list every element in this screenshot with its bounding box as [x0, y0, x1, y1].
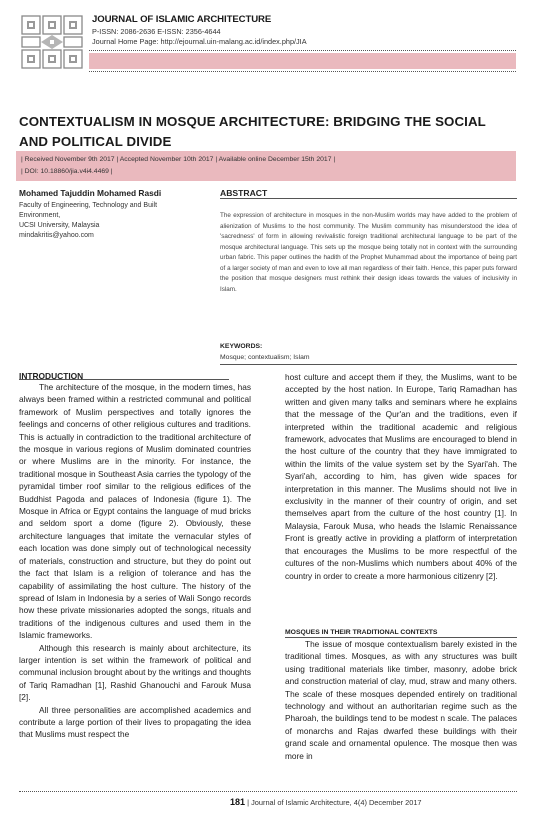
- left-column: [19, 381, 251, 741]
- issn-line: P-ISSN: 2086-2636 E-ISSN: 2356-4644: [92, 27, 221, 36]
- article-title-line-2: AND POLITICAL DIVIDE: [19, 134, 172, 149]
- footer-divider: [19, 791, 517, 792]
- affiliation-line: Environment,: [19, 212, 61, 219]
- right-column-bottom: [285, 638, 517, 762]
- body-paragraph: Although this research is mainly about architecture, its larger intention is set within the framework of political and communal inclusion brought about by the writings and thoughts of Tariq Ramadhan [1], Rashid Ghanouchi and Farouk Musa [2].: [19, 642, 251, 703]
- abstract-text: The expression of architecture in mosques in the non-Muslim worlds may have added to the problem of alienization of Muslims to the host community. The Muslim community has misunderstood the idea of 'sacredness' of form in allowing revivalistic foreign traditional architectural language to be part of the mosque architectural language. This sets up the mosque being totally not in context with the surrounding urban fabric. This paper outlines the hadith of the Prophet Muhammad about the importance of being part of a larger society of man and even to love all man regardless of their faith. Hence, this paper puts forward the position that mosque designers must rethink their design ideas towards the values of inclusivity in Islam.: [220, 212, 517, 293]
- header-divider: [89, 50, 516, 51]
- doi-link[interactable]: | DOI: 10.18860/jia.v4i4.4469 |: [21, 168, 113, 175]
- article-title: [19, 112, 519, 152]
- affiliation-line: Faculty of Engineering, Technology and Built: [19, 202, 158, 209]
- keywords-divider: [220, 364, 517, 365]
- author-name: Mohamed Tajuddin Mohamed Rasdi: [19, 188, 162, 198]
- keywords-text: Mosque; contextualism; Islam: [220, 354, 310, 361]
- journal-homepage[interactable]: Journal Home Page: http://ejournal.uin-malang.ac.id/index.php/JIA: [92, 37, 307, 46]
- journal-logo-icon: [19, 13, 85, 71]
- body-paragraph: host culture and accept them if they, the Muslims, want to be accepted by the host nation. In Europe, Tariq Ramadhan has written and given many talks and seminars where he explains that the message of the Qur'an and the traditions, even if interpreted within the traditional academic and religious framework, advocates that Muslims are encouraged to blend in the host culture of the country that they have immigrated to within the limits of the value system set by the Syari'ah. The Syari'ah, according to him, has given wide spaces for interpretation in this manner. The Muslims should not live in exclusivity in the manner of their country of origin, and set themselves apart from the culture of the host country [1]. In Malaysia, Farouk Musa, who heads the Islamic Renaissance Front is greatly active in providing a platform of interpretation that encourages the Muslims to be more respectful of the cultures of the non-Muslims which numbers about 40% of the country in order to create a more harmonious citizenry [2].: [285, 372, 517, 581]
- right-column-top: [285, 371, 517, 582]
- body-paragraph: The issue of mosque contextualism barely existed in the traditional times. Mosques, as with any structures was built using traditional materials like timber, masonry, adobe brick and construction material of clay, mud, straw and many others. The scale of these mosques depended entirely on traditional technology and without an authoritarian regime such as the Pharoah, the buildings tend to be modest n scale. The palaces of monarchs and Rajas dwarfed these buildings with their grand scale and ornamental opulence. The mosque then was more in: [285, 639, 517, 761]
- introduction-heading: INTRODUCTION: [19, 371, 84, 381]
- page-footer: [230, 797, 422, 807]
- abstract-heading: ABSTRACT: [220, 188, 268, 198]
- introduction-divider: [19, 379, 229, 380]
- body-paragraph: All three personalities are accomplished academics and contribute a large portion of their lives to propagating the idea that Muslims must respect the: [19, 704, 251, 740]
- header-band: [89, 53, 516, 69]
- publication-dates: | Received November 9th 2017 | Accepted November 10th 2017 | Available online December 15th 2017 |: [21, 156, 336, 163]
- author-email[interactable]: mindakritis@yahoo.com: [19, 232, 94, 239]
- article-title-line-1: CONTEXTUALISM IN MOSQUE ARCHITECTURE: BRIDGING THE SOCIAL: [19, 114, 486, 129]
- keywords-heading: KEYWORDS:: [220, 343, 263, 350]
- affiliation-line: UCSI University, Malaysia: [19, 222, 100, 229]
- author-affiliation: [19, 201, 209, 241]
- header-divider-bottom: [89, 71, 516, 72]
- footer-citation: | Journal of Islamic Architecture, 4(4) December 2017: [247, 798, 422, 807]
- body-paragraph: The architecture of the mosque, in the modern times, has always been framed within a restricted communal and political framework of Muslim perspectives and totally ignores the feelings and concerns of other religious cultures and traditions. This is actually in contradiction to the traditional architecture of the mosque in various regions of Muslim dominated countries or where Muslims are in the minority. For instance, the traditional mosque in Southeast Asia carries the typology of the pyramidal timber roof similar to the religious edifices of the Buddhist Pagoda and palaces of Indonesia (figure 1). The Mosque in Africa or Egypt contains the language of mud bricks and seldom sport a dome (figure 2). Obviously, these architecture languages that imitate the vernacular styles of each location was done simply out of technological necessity of materials, construction and structure, but they do point out the fact that Islam is a religion of tolerance and has the capability of assimilating the host culture. The history of the spread of Islam in Indonesia by a series of Wali Songo records how these private missionaries adopted the songs, rituals and traditions of the indigenous cultures and used them in the Islamic frameworks.: [19, 382, 251, 641]
- abstract-divider: [220, 198, 517, 199]
- section-heading-traditional-contexts: MOSQUES IN THEIR TRADITIONAL CONTEXTS: [285, 629, 438, 636]
- journal-title: JOURNAL OF ISLAMIC ARCHITECTURE: [92, 14, 272, 25]
- page-number: 181: [230, 797, 246, 807]
